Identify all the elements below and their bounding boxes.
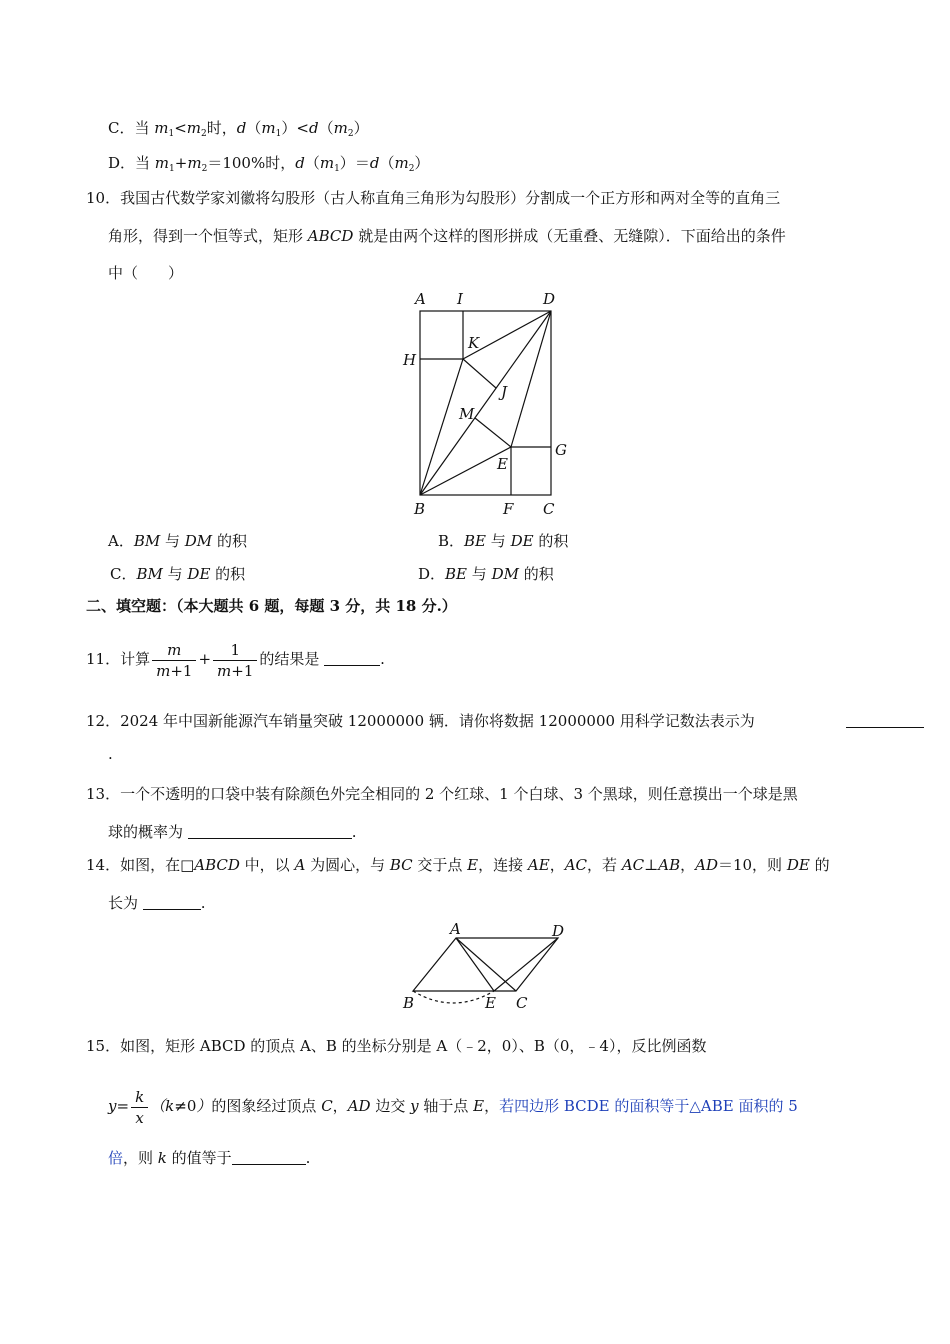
label-g: G xyxy=(555,441,567,459)
var: m xyxy=(333,119,348,137)
q11 xyxy=(86,635,385,683)
option-text: C．当 xyxy=(108,119,155,137)
label-f: F xyxy=(503,500,514,518)
paren: ） xyxy=(353,119,369,137)
text: 轴于点 xyxy=(418,1097,474,1115)
var: BE xyxy=(464,532,487,550)
q10-line-3: 中（ ） xyxy=(108,264,184,282)
option-label: D． xyxy=(418,565,446,583)
q10-line-1: 10．我国古代数学家刘徽将勾股形（古人称直角三角形为勾股形）分割成一个正方形和两对全等的直角三 xyxy=(86,189,781,207)
label-i: I xyxy=(457,290,463,308)
sub: 1 xyxy=(169,164,175,174)
q9-option-c xyxy=(108,118,369,144)
var: ABCD xyxy=(307,227,354,245)
paren: ） xyxy=(414,154,430,172)
answer-blank[interactable] xyxy=(232,1150,306,1165)
q14-line-1 xyxy=(86,855,830,875)
label-c: C xyxy=(543,500,555,518)
text: ， xyxy=(332,1097,348,1115)
segment-ed xyxy=(511,311,551,447)
var: A xyxy=(294,856,306,874)
text: . xyxy=(351,823,357,841)
text: 交于点 xyxy=(412,856,468,874)
var: DM xyxy=(184,532,213,550)
label-d: D xyxy=(552,922,565,940)
q15-line-3 xyxy=(108,1148,310,1168)
option-label: C． xyxy=(110,565,137,583)
text: ， xyxy=(680,856,696,874)
option-label: B． xyxy=(438,532,465,550)
label-d: D xyxy=(543,290,556,308)
symbol: ＝ xyxy=(354,154,370,172)
fraction xyxy=(152,640,196,681)
text: 中，以 xyxy=(239,856,295,874)
q15-line-2 xyxy=(108,1082,798,1130)
symbol: = xyxy=(116,1097,130,1115)
answer-blank[interactable] xyxy=(324,651,380,666)
var: m xyxy=(394,154,409,172)
text: 长为 xyxy=(108,894,143,912)
q10-option-c xyxy=(110,564,245,584)
symbol: ≠0 xyxy=(174,1097,197,1115)
sub: 1 xyxy=(334,164,340,174)
text: 球的概率为 xyxy=(108,823,188,841)
text: . xyxy=(305,1149,311,1167)
var: E xyxy=(473,1097,485,1115)
text: 的 xyxy=(809,856,830,874)
q10-line-2 xyxy=(108,226,786,246)
var: AC xyxy=(621,856,645,874)
numerator: m xyxy=(152,640,196,661)
highlight-text: 若四边形 BCDE 的面积等于△ABE 面积的 5 xyxy=(499,1097,798,1115)
sub: 1 xyxy=(275,129,282,139)
symbol: ⊥ xyxy=(644,856,659,874)
sub: 2 xyxy=(201,164,208,174)
symbol: < xyxy=(174,119,187,137)
text: 的积 xyxy=(518,565,554,583)
q12-end: . xyxy=(108,745,113,763)
arc-be xyxy=(413,991,494,1003)
var: □ABCD xyxy=(180,856,240,874)
paren: （ xyxy=(150,1097,166,1115)
text: ，则 xyxy=(123,1149,158,1167)
var: DE xyxy=(187,565,211,583)
denominator: m+1 xyxy=(156,661,193,680)
var: DM xyxy=(491,565,519,583)
symbol: + xyxy=(174,154,188,172)
paren: ） xyxy=(196,1097,212,1115)
text: 的积 xyxy=(212,532,247,550)
numerator: 1 xyxy=(213,640,257,661)
var: DE xyxy=(510,532,534,550)
text: 为圆心，与 xyxy=(305,856,390,874)
answer-blank[interactable] xyxy=(188,824,352,839)
label-k: K xyxy=(468,334,480,352)
var: m xyxy=(261,119,276,137)
var: AB xyxy=(658,856,681,874)
text: 14．如图，在 xyxy=(86,856,181,874)
label-e: E xyxy=(497,455,508,473)
label-a: A xyxy=(450,920,461,938)
text: . xyxy=(380,650,385,668)
var: k xyxy=(157,1149,167,1167)
paren: ） xyxy=(281,119,297,137)
var: BM xyxy=(136,565,163,583)
paren: （ xyxy=(246,119,262,137)
text: ， xyxy=(549,856,565,874)
paren: （ xyxy=(379,154,395,172)
denominator: m+1 xyxy=(217,661,254,680)
q12-text: 12．2024 年中国新能源汽车销量突破 12000000 辆．请你将数据 12000000 用科学记数法表示为 xyxy=(86,712,755,730)
option-label: A． xyxy=(108,532,134,550)
denominator: x xyxy=(135,1108,144,1127)
var: d xyxy=(308,119,319,137)
q12-answer-blank[interactable] xyxy=(846,713,924,728)
label-b: B xyxy=(403,994,415,1012)
var: k xyxy=(165,1097,175,1115)
q15-line-1: 15．如图，矩形 ABCD 的顶点 A、B 的坐标分别是 A（﹣2，0）、B（0，﹣4），反比例函数 xyxy=(86,1037,707,1055)
section-title: 二、填空题：（本大题共 6 题，每题 3 分，共 18 分.） xyxy=(86,597,457,615)
segment-kj xyxy=(463,359,496,388)
text: ＝10，则 xyxy=(717,856,787,874)
text: 与 xyxy=(467,565,492,583)
var: BE xyxy=(445,565,468,583)
paren: ） xyxy=(339,154,355,172)
var: y xyxy=(410,1097,419,1115)
sub: 1 xyxy=(168,129,175,139)
text: 与 xyxy=(160,532,185,550)
var: y xyxy=(108,1097,117,1115)
label-e: E xyxy=(485,994,496,1012)
label-m: M xyxy=(459,405,475,423)
text: 的值等于 xyxy=(166,1149,232,1167)
label-b: B xyxy=(414,500,426,518)
q9-option-d xyxy=(108,153,429,179)
segment-me xyxy=(475,418,511,447)
text: ， xyxy=(484,1097,500,1115)
label-c: C xyxy=(516,994,528,1012)
text: ，若 xyxy=(587,856,622,874)
sub: 2 xyxy=(408,164,415,174)
answer-blank[interactable] xyxy=(143,895,201,910)
var: d xyxy=(369,154,380,172)
var: m xyxy=(187,154,202,172)
text: 与 xyxy=(486,532,511,550)
diagonal-bd xyxy=(420,311,551,495)
var: BM xyxy=(133,532,161,550)
symbol: < xyxy=(296,119,309,137)
q14-figure xyxy=(398,920,573,1012)
paren: （ xyxy=(304,154,320,172)
fraction xyxy=(213,640,257,681)
var: E xyxy=(467,856,479,874)
var: DE xyxy=(786,856,810,874)
text: 的图象经过顶点 xyxy=(211,1097,322,1115)
sub: 2 xyxy=(347,129,354,139)
sub: 2 xyxy=(201,129,207,139)
text: 的积 xyxy=(533,532,569,550)
label-h: H xyxy=(403,351,417,369)
var: m xyxy=(186,119,202,137)
label-a: A xyxy=(415,290,426,308)
var: d xyxy=(236,119,247,137)
var: BC xyxy=(389,856,413,874)
option-text: 时， xyxy=(206,119,237,137)
fraction xyxy=(131,1087,148,1128)
highlight-text: 倍 xyxy=(108,1149,124,1167)
numerator: k xyxy=(131,1087,148,1108)
segment-de xyxy=(494,938,558,991)
text: 与 xyxy=(162,565,188,583)
text: . xyxy=(200,894,206,912)
option-text: D．当 xyxy=(108,154,155,172)
symbol: + xyxy=(198,650,212,668)
paren: （ xyxy=(318,119,334,137)
text: 边交 xyxy=(370,1097,411,1115)
q13-line-1: 13．一个不透明的口袋中装有除颜色外完全相同的 2 个红球、1 个白球、3 个黑球，则任意摸出一个球是黑 xyxy=(86,785,798,803)
label-j: J xyxy=(501,383,508,401)
var: AD xyxy=(695,856,718,874)
var: C xyxy=(321,1097,333,1115)
var: m xyxy=(319,154,335,172)
var: m xyxy=(154,154,170,172)
text: 的结果是 xyxy=(259,650,325,668)
q14-line-2 xyxy=(108,893,206,913)
q13-line-2 xyxy=(108,822,357,842)
q10-option-d xyxy=(418,564,554,584)
q10-option-a xyxy=(108,531,247,551)
text: 角形，得到一个恒等式，矩形 xyxy=(108,227,308,245)
text: 11．计算 xyxy=(86,650,151,668)
var: AC xyxy=(564,856,588,874)
text: 就是由两个这样的图形拼成（无重叠、无缝隙）．下面给出的条件 xyxy=(353,227,786,245)
text: 的积 xyxy=(210,565,246,583)
option-text: ＝100%时， xyxy=(207,154,296,172)
q10-option-b xyxy=(438,531,568,551)
segment-ac xyxy=(456,938,516,991)
text: ，连接 xyxy=(478,856,528,874)
var: m xyxy=(154,119,169,137)
var: AD xyxy=(347,1097,371,1115)
var: AE xyxy=(527,856,550,874)
segment-bk xyxy=(420,359,463,495)
q10-figure xyxy=(395,285,580,520)
var: d xyxy=(295,154,305,172)
segment-ae xyxy=(456,938,494,991)
